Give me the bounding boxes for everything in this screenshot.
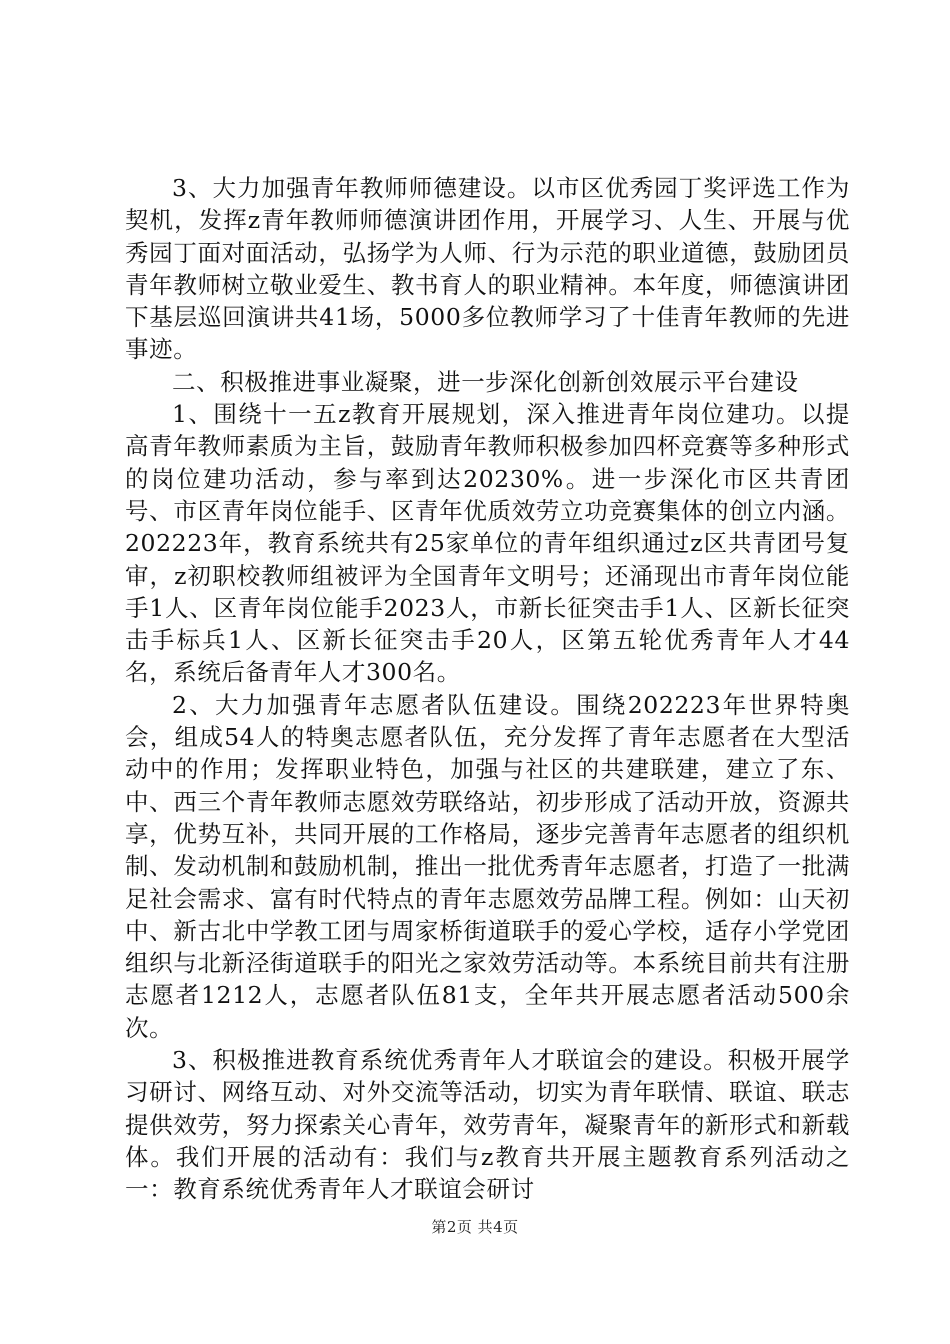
paragraph-volunteer-team: 2、大力加强青年志愿者队伍建设。围绕202223年世界特奥会，组成54人的特奥志愿者队伍，充分发挥了青年志愿者在大型活动中的作用；发挥职业特色，加强与社区的共建联建，建立了东、中、西三个青年教师志愿效劳联络站，初步形成了活动开放，资源共享，优势互补，共同开展的工作格局，逐步完善青年志愿者的组织机制、发动机制和鼓励机制，推出一批优秀青年志愿者，打造了一批满足社会需求、富有时代特点的青年志愿效劳品牌工程。例如：山天初中、新古北中学教工团与周家桥街道联手的爱心学校，适存小学党团组织与北新泾街道联手的阳光之家效劳活动等。本系统目前共有注册志愿者1212人，志愿者队伍81支，全年共开展志愿者活动500余次。: [125, 690, 850, 1042]
paragraph-teacher-ethics: 3、大力加强青年教师师德建设。以市区优秀园丁奖评选工作为契机，发挥z青年教师师德演讲团作用，开展学习、人生、开展与优秀园丁面对面活动，弘扬学为人师、行为示范的职业道德，鼓励团员青年教师树立敬业爱生、教书育人的职业精神。本年度，师德演讲团下基层巡回演讲共41场，5000多位教师学习了十佳青年教师的先进事迹。: [125, 174, 850, 364]
section-heading-two: 二、积极推进事业凝聚，进一步深化创新创效展示平台建设: [172, 367, 799, 396]
document-body: [125, 172, 850, 1206]
page-number-footer: 第2页 共4页: [431, 1218, 519, 1236]
paragraph-talent-association: 3、积极推进教育系统优秀青年人才联谊会的建设。积极开展学习研讨、网络互动、对外交流等活动，切实为青年联情、联谊、联志提供效劳，努力探索关心青年，效劳青年，凝聚青年的新形式和新载体。我们开展的活动有：我们与z教育共开展主题教育系列活动之一：教育系统优秀青年人才联谊会研讨: [125, 1046, 850, 1204]
paragraph-job-achievement: 1、围绕十一五z教育开展规划，深入推进青年岗位建功。以提高青年教师素质为主旨，鼓励青年教师积极参加四杯竞赛等多种形式的岗位建功活动，参与率到达20230%。进一步深化市区共青团号、市区青年岗位能手、区青年优质效劳立功竞赛集体的创立内涵。202223年，教育系统共有25家单位的青年组织通过z区共青团号复审，z初职校教师组被评为全国青年文明号；还涌现出市青年岗位能手1人、区青年岗位能手2023人，市新长征突击手1人、区新长征突击手标兵1人、区新长征突击手20人，区第五轮优秀青年人才44名，系统后备青年人才300名。: [125, 400, 850, 687]
